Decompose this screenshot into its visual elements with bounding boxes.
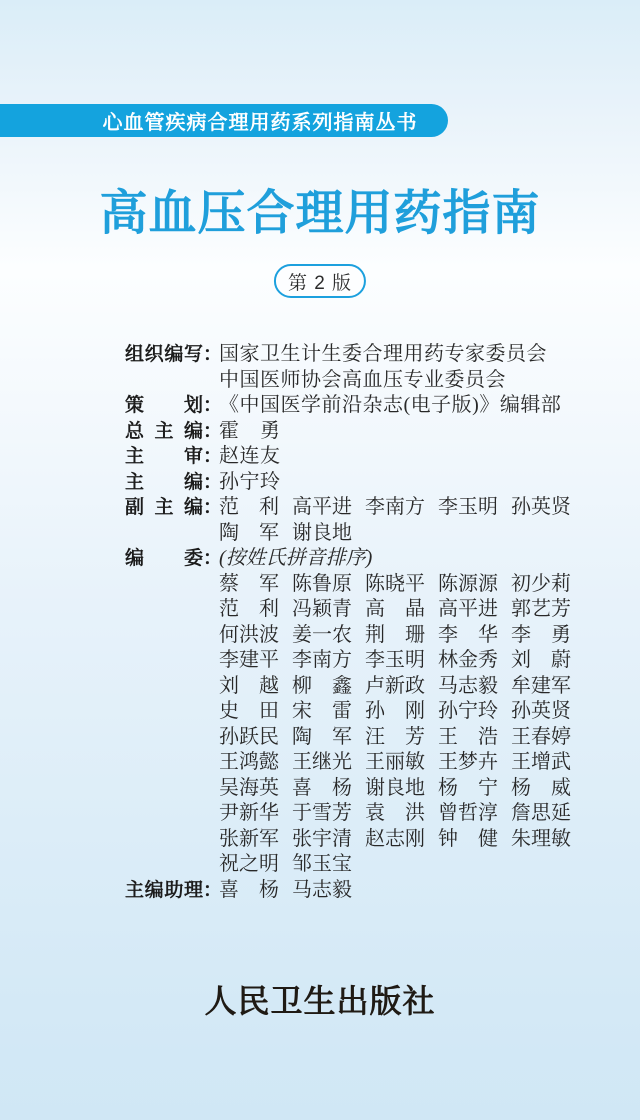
person-name: 牟建军 [511,674,571,697]
person-name: 尹新华 [219,802,279,824]
person-name: 张宇清 [292,827,352,850]
person-name: 邹玉宝 [292,853,352,875]
credit-values [219,546,585,878]
person-name: 蔡 军 [219,572,279,595]
person-name: 高 晶 [365,598,425,620]
person-name: 李 勇 [511,623,571,646]
credit-role-label: 总主编 [125,420,203,442]
person-name: 高平进 [438,598,498,620]
credit-row [125,444,585,470]
person-name: 何洪波 [219,623,279,646]
person-name: 郭艺芳 [511,598,571,620]
name-row [219,648,585,674]
credit-role-label: 主编 [125,471,203,493]
person-name: 王春婷 [511,725,571,748]
person-name: 杨 宁 [438,776,498,799]
credit-values [219,444,585,470]
person-name: 张新军 [219,827,279,850]
person-name: 朱理敏 [511,827,571,850]
sort-order-note: (按姓氏拼音排序) [219,547,373,569]
name-row [219,827,585,853]
person-name: 祝之明 [219,853,279,875]
name-row [219,776,585,802]
credit-values [219,419,585,445]
person-name: 孙宁玲 [438,700,498,722]
credit-row [125,878,585,904]
person-name: 陈晓平 [365,572,425,595]
person-name: 王梦卉 [438,751,498,773]
person-name: 詹思延 [511,802,571,824]
person-name: 孙 刚 [365,700,425,722]
series-badge [0,104,448,137]
person-name: 谢良地 [365,776,425,799]
credit-value: 霍 勇 [219,419,281,442]
person-name: 李建平 [219,649,279,671]
person-name: 姜一农 [292,623,352,646]
person-name: 李玉明 [438,496,498,518]
credit-colon: ： [203,471,223,493]
credit-role-label: 编委 [125,548,203,569]
person-name: 喜 杨 [292,776,352,799]
person-name: 王鸿懿 [219,751,279,773]
person-name: 范 利 [219,496,279,518]
credit-colon: ： [203,395,223,416]
person-name: 王继光 [292,751,352,773]
person-name: 孙英贤 [511,496,571,518]
name-row [219,725,585,751]
person-name: 谢良地 [292,521,352,544]
credit-colon: ： [203,446,223,467]
credit-colon: ： [203,497,223,518]
person-name: 冯颖青 [292,598,352,620]
name-row [219,674,585,700]
person-name: 王丽敏 [365,751,425,773]
person-name: 柳 鑫 [292,674,352,697]
name-row [219,623,585,649]
credit-row [125,393,585,419]
credit-values [219,393,585,419]
credits-section [125,342,585,903]
credit-colon: ： [203,344,223,365]
name-row [219,572,585,598]
name-row [219,495,585,521]
credit-value: 赵连友 [219,445,281,467]
credit-colon: ： [203,548,223,569]
person-name: 宋 雷 [292,700,352,722]
name-row [219,750,585,776]
person-name: 马志毅 [292,878,352,901]
edition-badge-label: 第 2 版 [287,272,353,294]
credit-role-label: 策划 [125,395,203,416]
publisher-logo: 人民卫生出版社 [204,983,436,1019]
person-name: 喜 杨 [219,878,279,901]
person-name: 初少莉 [511,572,571,595]
person-name: 刘 越 [219,674,279,697]
person-name: 王增武 [511,751,571,773]
person-name: 王 浩 [438,725,498,748]
person-name: 汪 芳 [365,725,425,748]
credit-role-label: 副主编 [125,497,203,518]
person-name: 李 华 [438,623,498,646]
credit-values [219,495,585,546]
name-row [219,597,585,623]
credit-role-label: 主编助理 [125,879,203,901]
credit-values [219,470,585,496]
credit-value: 国家卫生计生委合理用药专家委员会 [219,343,547,365]
credit-value: 孙宁玲 [219,470,281,493]
book-title: 高血压合理用药指南 [99,187,541,240]
person-name: 刘 蔚 [511,649,571,671]
credit-role-label: 主审 [125,446,203,467]
person-name: 曾哲淳 [438,802,498,824]
person-name: 赵志刚 [365,827,425,850]
person-name: 杨 威 [511,776,571,799]
credit-value: 中国医师协会高血压专业委员会 [219,368,506,391]
credit-row [125,342,585,393]
person-name: 史 田 [219,700,279,722]
person-name: 孙英贤 [511,700,571,722]
person-name: 卢新政 [365,674,425,697]
person-name: 李南方 [292,649,352,671]
credit-row [125,546,585,878]
person-name: 于雪芳 [292,802,352,824]
person-name: 马志毅 [438,674,498,697]
credit-colon: ： [203,879,223,901]
credit-row [125,419,585,445]
credit-colon: ： [203,420,223,442]
person-name: 李南方 [365,496,425,518]
credit-row [125,470,585,496]
person-name: 高平进 [292,496,352,518]
person-name: 陈鲁原 [292,572,352,595]
name-row [219,521,585,547]
name-row [219,699,585,725]
person-name: 陶 军 [292,725,352,748]
person-name: 林金秀 [438,649,498,671]
person-name: 陈源源 [438,572,498,595]
credit-values [219,342,585,393]
credit-values [219,878,585,904]
series-badge-label: 心血管疾病合理用药系列指南丛书 [102,112,418,134]
edition-badge [274,264,366,298]
credit-role-label: 组织编写 [125,344,203,365]
name-row [219,878,585,904]
person-name: 范 利 [219,598,279,620]
person-name: 孙跃民 [219,725,279,748]
person-name: 钟 健 [438,827,498,850]
person-name: 陶 军 [219,521,279,544]
name-row [219,852,585,878]
person-name: 袁 洪 [365,802,425,824]
person-name: 荆 珊 [365,623,425,646]
credit-row [125,495,585,546]
credit-value: 《中国医学前沿杂志(电子版)》编辑部 [219,394,562,416]
person-name: 吴海英 [219,776,279,799]
person-name: 李玉明 [365,649,425,671]
name-row [219,801,585,827]
